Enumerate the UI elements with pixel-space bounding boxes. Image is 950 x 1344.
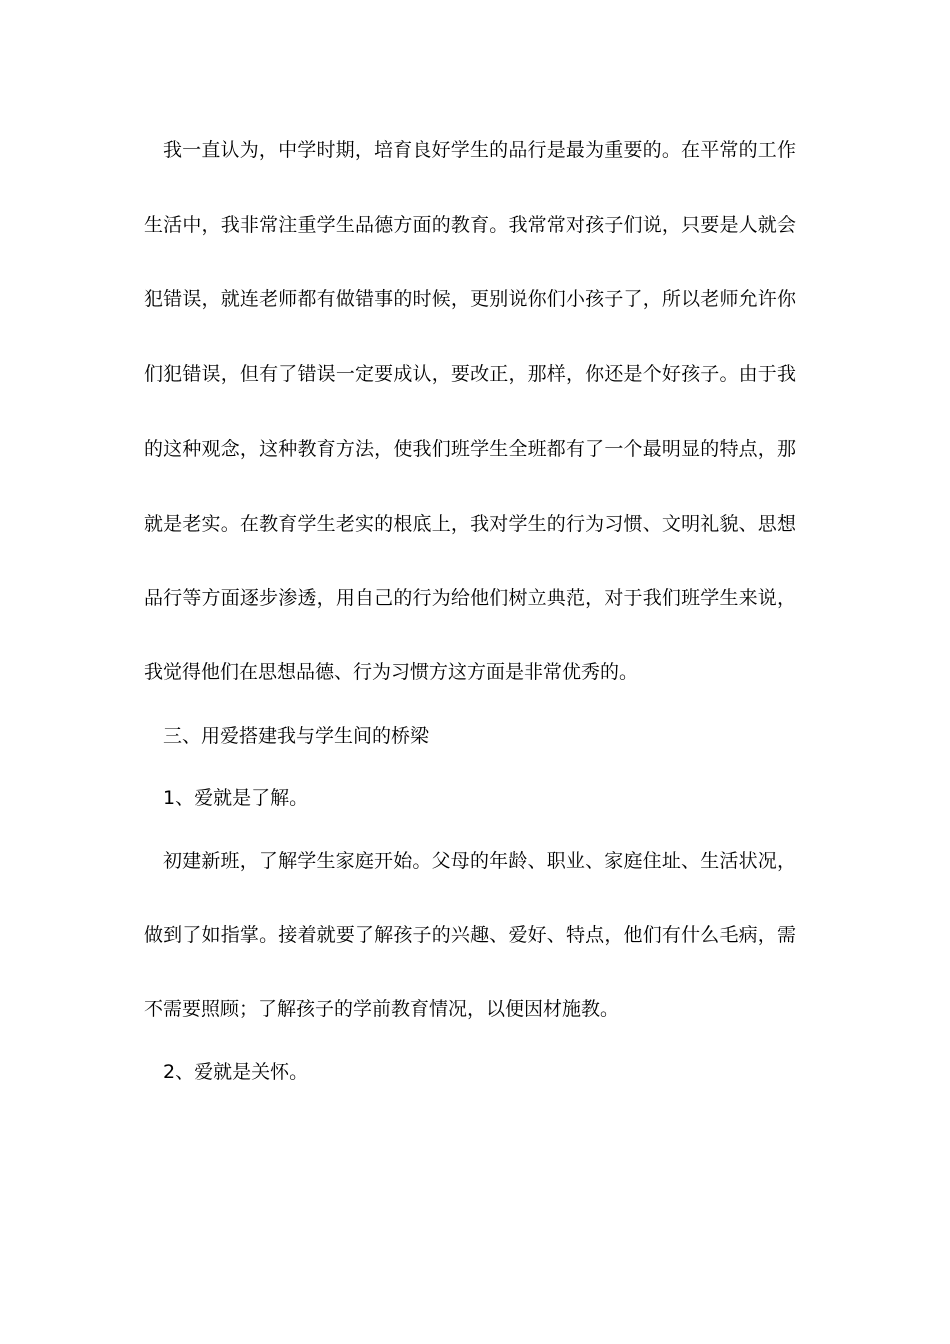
paragraph-line-7: 品行等方面逐步渗透，用自己的行为给他们树立典范，对于我们班学生来说，	[144, 587, 796, 609]
paragraph-line-10: 做到了如指掌。接着就要了解孩子的兴趣、爱好、特点，他们有什么毛病，需	[144, 924, 796, 946]
subheading-2: 2、爱就是关怀。	[163, 1061, 309, 1083]
paragraph-line-3: 犯错误，就连老师都有做错事的时候，更别说你们小孩子了，所以老师允许你	[144, 288, 796, 310]
paragraph-line-6: 就是老实。在教育学生老实的根底上，我对学生的行为习惯、文明礼貌、思想	[144, 513, 796, 535]
paragraph-line-8: 我觉得他们在思想品德、行为习惯方这方面是非常优秀的。	[144, 661, 639, 683]
paragraph-line-4: 们犯错误，但有了错误一定要成认，要改正，那样，你还是个好孩子。由于我	[144, 363, 796, 385]
paragraph-line-5: 的这种观念，这种教育方法，使我们班学生全班都有了一个最明显的特点，那	[144, 438, 796, 460]
paragraph-line-2: 生活中，我非常注重学生品德方面的教育。我常常对孩子们说，只要是人就会	[144, 214, 796, 236]
paragraph-line-11: 不需要照顾；了解孩子的学前教育情况，以便因材施教。	[144, 998, 620, 1020]
paragraph-line-9: 初建新班，了解学生家庭开始。父母的年龄、职业、家庭住址、生活状况，	[163, 850, 796, 872]
subheading-1: 1、爱就是了解。	[163, 787, 309, 809]
paragraph-line-1: 我一直认为，中学时期，培育良好学生的品行是最为重要的。在平常的工作	[163, 139, 796, 161]
section-heading: 三、用爱搭建我与学生间的桥梁	[163, 725, 430, 747]
